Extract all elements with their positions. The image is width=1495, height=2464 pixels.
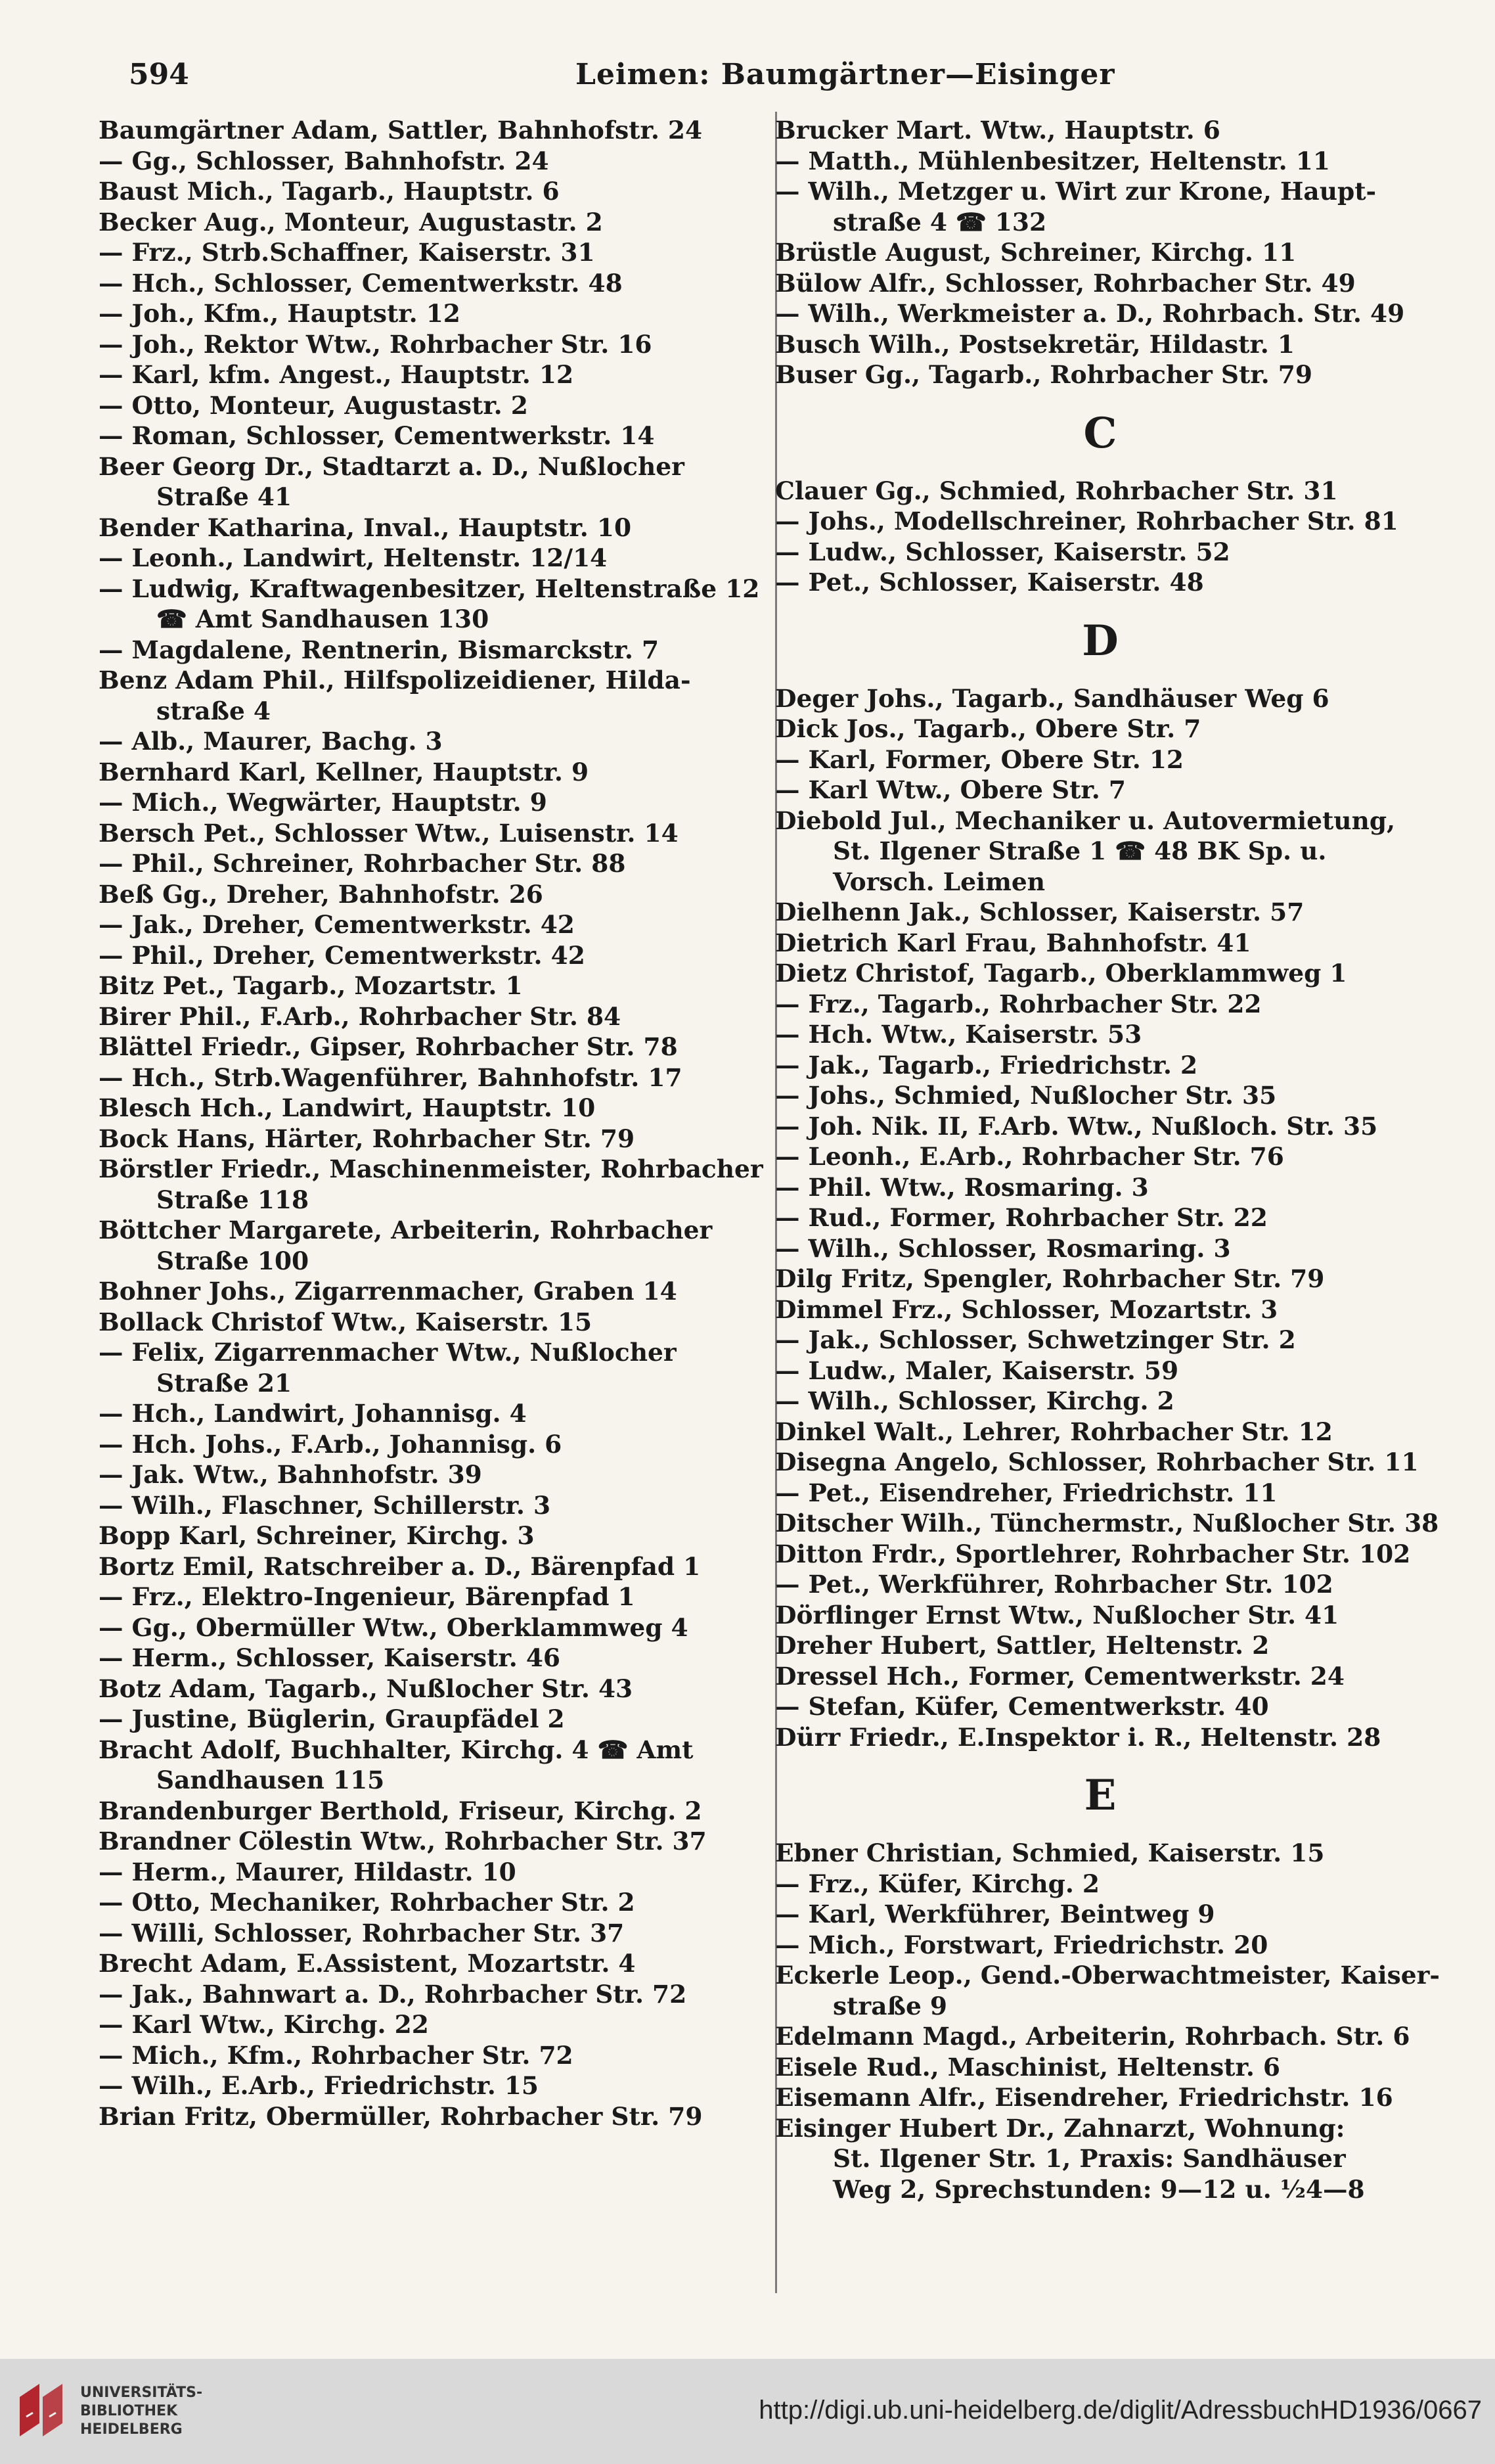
entry-line: Eisemann Alfr., Eisendreher, Friedrichstr. 16: [775, 2083, 1393, 2112]
directory-entry: [775, 1661, 1425, 1692]
entry-line: Ditton Frdr., Sportlehrer, Rohrbacher Str. 102: [775, 1539, 1411, 1568]
directory-entry: [99, 940, 749, 971]
directory-entry: [99, 1948, 749, 1979]
entry-line: — Jak., Bahnwart a. D., Rohrbacher Str. 72: [99, 1979, 687, 2009]
entry-continuation: St. Ilgener Straße 1 ☎ 48 BK Sp. u.: [833, 836, 1327, 865]
entry-line: Dielhenn Jak., Schlosser, Kaiserstr. 57: [775, 898, 1305, 926]
entry-line: — Magdalene, Rentnerin, Bismarckstr. 7: [99, 635, 659, 664]
directory-entry: [775, 958, 1425, 989]
entry-line: — Phil., Dreher, Cementwerkstr. 42: [99, 940, 585, 970]
entry-continuation: Straße 21: [156, 1368, 292, 1398]
entry-line: Dörflinger Ernst Wtw., Nußlocher Str. 41: [775, 1600, 1339, 1630]
entry-line: — Stefan, Küfer, Cementwerkstr. 40: [775, 1692, 1269, 1721]
directory-entry: [99, 1674, 749, 1704]
section-letter: E: [1084, 1771, 1117, 1820]
entry-line: — Karl, kfm. Angest., Hauptstr. 12: [99, 360, 574, 389]
entry-line: Brandner Cölestin Wtw., Rohrbacher Str. 37: [99, 1827, 707, 1856]
entry-line: — Ludwig, Kraftwagenbesitzer, Heltenstraße 12: [99, 574, 760, 603]
directory-entry: [775, 1508, 1439, 1539]
directory-entry: [99, 665, 749, 726]
entry-line: Dilg Fritz, Spengler, Rohrbacher Str. 79: [775, 1264, 1325, 1293]
directory-entry: [99, 237, 749, 268]
source-url[interactable]: http://digi.ub.uni-heidelberg.de/diglit/AdressbuchHD1936/0667: [759, 2396, 1482, 2425]
running-title: Leimen: Baumgärtner—Eisinger: [575, 58, 1115, 91]
directory-entry: [775, 1930, 1425, 1961]
directory-entry: [99, 390, 749, 421]
entry-line: — Otto, Monteur, Augustastr. 2: [99, 390, 528, 420]
entry-continuation: Vorsch. Leimen: [833, 867, 1046, 896]
entry-line: Eisele Rud., Maschinist, Heltenstr. 6: [775, 2052, 1281, 2082]
directory-entry: [775, 1019, 1425, 1050]
directory-entry: [99, 1796, 749, 1827]
directory-entry: [99, 1154, 763, 1215]
directory-entry: [775, 1539, 1425, 1570]
directory-entry: [775, 146, 1425, 177]
directory-entry: [775, 1325, 1425, 1356]
directory-entry: [99, 1857, 749, 1888]
directory-entry: [99, 909, 749, 940]
directory-entry: [99, 513, 749, 543]
entry-continuation: ☎ Amt Sandhausen 130: [156, 605, 489, 633]
directory-entry: [99, 421, 749, 451]
entry-line: Böttcher Margarete, Arbeiterin, Rohrbacher: [99, 1216, 713, 1244]
directory-entry: [99, 1124, 749, 1154]
entry-line: — Frz., Elektro-Ingenieur, Bärenpfad 1: [99, 1582, 635, 1611]
entry-line: Brucker Mart. Wtw., Hauptstr. 6: [775, 116, 1220, 145]
entry-continuation: Straße 100: [156, 1246, 309, 1275]
directory-entry: [99, 848, 749, 879]
directory-entry: [775, 2052, 1425, 2083]
directory-entry: [99, 1001, 749, 1032]
directory-entry: [99, 879, 749, 910]
entry-line: Becker Aug., Monteur, Augustastr. 2: [99, 207, 603, 237]
entry-line: — Jak., Schlosser, Schwetzinger Str. 2: [775, 1325, 1296, 1354]
directory-entry: [775, 359, 1425, 390]
directory-entry: [775, 744, 1425, 775]
directory-entry: [775, 237, 1425, 268]
library-logo-icon: [13, 2377, 72, 2443]
directory-entry: [99, 2009, 749, 2040]
entry-line: Dreher Hubert, Sattler, Heltenstr. 2: [775, 1631, 1270, 1660]
entry-line: — Mich., Kfm., Rohrbacher Str. 72: [99, 2040, 573, 2070]
directory-entry: [775, 1080, 1425, 1111]
directory-entry: [99, 268, 749, 299]
directory-entry: [99, 543, 749, 574]
library-name-line-2: BIBLIOTHEK: [80, 2403, 178, 2419]
left-column: [99, 115, 763, 2132]
entry-line: Bohner Johs., Zigarrenmacher, Graben 14: [99, 1277, 677, 1306]
directory-entry: [775, 115, 1425, 146]
entry-line: Bülow Alfr., Schlosser, Rohrbacher Str. 49: [775, 268, 1356, 298]
directory-entry: [99, 176, 749, 207]
entry-continuation: St. Ilgener Str. 1, Praxis: Sandhäuser: [833, 2144, 1346, 2173]
directory-entry: [775, 1869, 1425, 1900]
entry-line: Bracht Adolf, Buchhalter, Kirchg. 4 ☎ Amt: [99, 1735, 694, 1764]
directory-entry: [775, 989, 1425, 1020]
entry-line: — Karl, Former, Obere Str. 12: [775, 744, 1184, 774]
directory-entry: [99, 1490, 749, 1521]
entry-line: — Hch., Strb.Wagenführer, Bahnhofstr. 17: [99, 1062, 682, 1092]
entry-line: Bock Hans, Härter, Rohrbacher Str. 79: [99, 1124, 635, 1153]
entry-line: Dinkel Walt., Lehrer, Rohrbacher Str. 12: [775, 1417, 1333, 1446]
entry-line: Börstler Friedr., Maschinenmeister, Rohrbacher: [99, 1154, 763, 1183]
directory-entry: [99, 1551, 749, 1582]
entry-continuation: straße 4: [156, 696, 271, 725]
right-column: [775, 115, 1440, 2204]
directory-entry: [99, 1062, 749, 1093]
entry-line: Blesch Hch., Landwirt, Hauptstr. 10: [99, 1093, 596, 1122]
entry-line: — Wilh., Schlosser, Rosmaring. 3: [775, 1233, 1231, 1263]
entry-line: Dick Jos., Tagarb., Obere Str. 7: [775, 714, 1201, 743]
entry-line: Bitz Pet., Tagarb., Mozartstr. 1: [99, 971, 523, 1000]
directory-entry: [775, 298, 1425, 329]
entry-line: — Hch., Schlosser, Cementwerkstr. 48: [99, 268, 623, 298]
directory-entry: [775, 1233, 1425, 1264]
directory-entry: [99, 1612, 749, 1643]
entry-line: — Frz., Tagarb., Rohrbacher Str. 22: [775, 989, 1262, 1018]
directory-entry: [99, 1337, 749, 1398]
directory-entry: [775, 1050, 1425, 1081]
directory-entry: [99, 1398, 749, 1429]
library-name: [80, 2384, 202, 2439]
entry-continuation: straße 4 ☎ 132: [833, 207, 1047, 237]
directory-entry: [775, 1630, 1425, 1661]
entry-line: Dietz Christof, Tagarb., Oberklammweg 1: [775, 959, 1347, 988]
entry-line: — Willi, Schlosser, Rohrbacher Str. 37: [99, 1918, 625, 1948]
entry-line: Ebner Christian, Schmied, Kaiserstr. 15: [775, 1838, 1325, 1867]
entry-line: Brecht Adam, E.Assistent, Mozartstr. 4: [99, 1949, 636, 1978]
entry-line: — Wilh., Metzger u. Wirt zur Krone, Haupt-: [775, 177, 1377, 206]
entry-line: Baust Mich., Tagarb., Hauptstr. 6: [99, 177, 560, 206]
entry-line: — Felix, Zigarrenmacher Wtw., Nußlocher: [99, 1338, 677, 1367]
entry-continuation: straße 9: [833, 1991, 947, 2020]
directory-entry: [775, 2021, 1425, 2052]
section-letter: D: [1082, 616, 1119, 666]
entry-line: — Joh., Rektor Wtw., Rohrbacher Str. 16: [99, 329, 652, 359]
directory-entry: [775, 1447, 1425, 1478]
directory-entry: [99, 1307, 749, 1338]
entry-line: — Pet., Eisendreher, Friedrichstr. 11: [775, 1478, 1278, 1507]
directory-entry: [775, 1838, 1425, 1869]
entry-line: — Ludw., Schlosser, Kaiserstr. 52: [775, 537, 1230, 566]
library-name-line-3: HEIDELBERG: [80, 2421, 183, 2438]
entry-line: — Leonh., Landwirt, Heltenstr. 12/14: [99, 543, 608, 572]
entry-line: — Wilh., Flaschner, Schillerstr. 3: [99, 1490, 551, 1520]
directory-entry: [99, 298, 749, 329]
directory-entry: [99, 1643, 749, 1674]
directory-entry: [775, 1417, 1425, 1448]
entry-line: Ditscher Wilh., Tünchermstr., Nußlocher Str. 38: [775, 1509, 1439, 1538]
entry-line: — Alb., Maurer, Bachg. 3: [99, 727, 443, 756]
directory-entry: [775, 1569, 1425, 1600]
directory-entry: [775, 1899, 1425, 1930]
entry-line: — Jak. Wtw., Bahnhofstr. 39: [99, 1460, 482, 1489]
entry-line: — Johs., Schmied, Nußlocher Str. 35: [775, 1081, 1277, 1110]
directory-entry: [99, 1276, 749, 1307]
entry-line: Baumgärtner Adam, Sattler, Bahnhofstr. 24: [99, 116, 703, 145]
entry-line: — Johs., Modellschreiner, Rohrbacher Str. 81: [775, 507, 1398, 536]
directory-entry: [775, 1356, 1425, 1386]
entry-line: Bollack Christof Wtw., Kaiserstr. 15: [99, 1307, 592, 1336]
directory-entry: [99, 818, 749, 849]
entry-line: Eisinger Hubert Dr., Zahnarzt, Wohnung:: [775, 2113, 1345, 2143]
entry-line: — Jak., Dreher, Cementwerkstr. 42: [99, 910, 575, 939]
directory-entry: [99, 1429, 749, 1460]
directory-entry: [775, 1386, 1425, 1417]
entry-line: Diebold Jul., Mechaniker u. Autovermietung,: [775, 806, 1396, 835]
directory-entry: [775, 2082, 1425, 2113]
directory-entry: [99, 1093, 749, 1124]
directory-entry: [775, 1141, 1425, 1172]
directory-entry: [99, 1887, 749, 1918]
directory-entry: [775, 176, 1425, 237]
entry-continuation: Weg 2, Sprechstunden: 9—12 u. ½4—8: [833, 2174, 1365, 2204]
directory-entry: [775, 537, 1425, 568]
entry-line: Bersch Pet., Schlosser Wtw., Luisenstr. 14: [99, 818, 679, 848]
directory-entry: [775, 1264, 1425, 1294]
entry-line: — Karl Wtw., Kirchg. 22: [99, 2010, 429, 2039]
directory-entry: [99, 359, 749, 390]
entry-line: — Joh. Nik. II, F.Arb. Wtw., Nußloch. Str. 35: [775, 1111, 1378, 1141]
entry-line: — Roman, Schlosser, Cementwerkstr. 14: [99, 421, 655, 450]
entry-line: Bernhard Karl, Kellner, Hauptstr. 9: [99, 757, 589, 787]
entry-line: — Mich., Wegwärter, Hauptstr. 9: [99, 788, 547, 817]
entry-line: Buser Gg., Tagarb., Rohrbacher Str. 79: [775, 360, 1312, 389]
directory-entry: [775, 714, 1425, 744]
directory-entry: [775, 1172, 1425, 1203]
entry-line: Eckerle Leop., Gend.-Oberwachtmeister, Kaiser-: [775, 1961, 1440, 1990]
directory-entry: [775, 1202, 1425, 1233]
entry-line: Beß Gg., Dreher, Bahnhofstr. 26: [99, 879, 543, 909]
page-header: [129, 58, 1403, 104]
entry-line: Benz Adam Phil., Hilfspolizeidiener, Hilda-: [99, 666, 691, 695]
entry-line: — Hch. Wtw., Kaiserstr. 53: [775, 1020, 1142, 1049]
entry-line: — Frz., Strb.Schaffner, Kaiserstr. 31: [99, 238, 595, 267]
entry-line: Botz Adam, Tagarb., Nußlocher Str. 43: [99, 1674, 633, 1703]
directory-entry: [99, 1582, 749, 1612]
directory-entry: [99, 757, 749, 788]
entry-line: Dressel Hch., Former, Cementwerkstr. 24: [775, 1661, 1345, 1691]
entry-line: — Mich., Forstwart, Friedrichstr. 20: [775, 1930, 1268, 1959]
entry-continuation: Sandhausen 115: [156, 1766, 385, 1794]
entry-continuation: Straße 41: [156, 482, 292, 511]
directory-entry: [775, 506, 1425, 537]
entry-line: — Wilh., E.Arb., Friedrichstr. 15: [99, 2071, 539, 2100]
directory-entry: [99, 451, 749, 513]
directory-entry: [775, 1722, 1425, 1753]
directory-entry: [99, 146, 749, 177]
directory-entry: [775, 2113, 1425, 2205]
directory-entry: [99, 329, 749, 360]
directory-entry: [99, 970, 749, 1001]
directory-entry: [775, 806, 1425, 898]
entry-line: — Pet., Schlosser, Kaiserstr. 48: [775, 568, 1204, 597]
directory-entry: [99, 1735, 749, 1796]
entry-line: — Gg., Schlosser, Bahnhofstr. 24: [99, 146, 549, 175]
library-name-line-1: UNIVERSITÄTS-: [80, 2384, 203, 2401]
entry-line: — Gg., Obermüller Wtw., Oberklammweg 4: [99, 1612, 688, 1642]
directory-entry: [775, 897, 1425, 928]
directory-entry: [99, 2101, 749, 2132]
directory-entry: [99, 1704, 749, 1735]
entry-continuation: Straße 118: [156, 1185, 309, 1214]
directory-entry: [99, 1826, 749, 1857]
entry-line: — Leonh., E.Arb., Rohrbacher Str. 76: [775, 1142, 1284, 1171]
directory-entry: [99, 2070, 749, 2101]
entry-line: Brandenburger Berthold, Friseur, Kirchg. 2: [99, 1796, 702, 1825]
entry-line: Edelmann Magd., Arbeiterin, Rohrbach. Str. 6: [775, 2022, 1410, 2051]
directory-entry: [99, 726, 749, 757]
directory-entry: [99, 207, 749, 238]
directory-entry: [775, 1600, 1425, 1631]
directory-entry: [775, 567, 1425, 598]
entry-line: — Otto, Mechaniker, Rohrbacher Str. 2: [99, 1888, 635, 1917]
page-number: 594: [129, 58, 189, 91]
entry-line: — Jak., Tagarb., Friedrichstr. 2: [775, 1050, 1198, 1080]
entry-line: — Herm., Maurer, Hildastr. 10: [99, 1857, 516, 1886]
entry-line: — Hch., Landwirt, Johannisg. 4: [99, 1399, 527, 1428]
entry-line: Deger Johs., Tagarb., Sandhäuser Weg 6: [775, 683, 1329, 713]
directory-entry: [99, 635, 749, 666]
entry-line: Bopp Karl, Schreiner, Kirchg. 3: [99, 1521, 535, 1550]
entry-line: — Joh., Kfm., Hauptstr. 12: [99, 299, 460, 328]
entry-line: — Ludw., Maler, Kaiserstr. 59: [775, 1356, 1179, 1385]
entry-line: — Justine, Büglerin, Graupfädel 2: [99, 1704, 565, 1733]
entry-line: Dürr Friedr., E.Inspektor i. R., Heltenstr. 28: [775, 1722, 1381, 1752]
directory-entry: [775, 1691, 1425, 1722]
directory-entry: [775, 775, 1425, 806]
entry-line: Dimmel Frz., Schlosser, Mozartstr. 3: [775, 1294, 1278, 1324]
entry-line: — Phil. Wtw., Rosmaring. 3: [775, 1172, 1149, 1202]
directory-entry: [99, 1979, 749, 2010]
entry-line: Bender Katharina, Inval., Hauptstr. 10: [99, 513, 632, 542]
entry-line: Bortz Emil, Ratschreiber a. D., Bärenpfad 1: [99, 1551, 701, 1581]
directory-entry: [775, 476, 1425, 507]
entry-line: — Hch. Johs., F.Arb., Johannisg. 6: [99, 1429, 562, 1459]
entry-line: Beer Georg Dr., Stadtarzt a. D., Nußlocher: [99, 451, 684, 481]
directory-entry: [775, 1111, 1425, 1142]
directory-entry: [775, 1294, 1425, 1325]
entry-line: — Wilh., Schlosser, Kirchg. 2: [775, 1386, 1174, 1415]
directory-entry: [99, 1032, 749, 1062]
entry-line: Busch Wilh., Postsekretär, Hildastr. 1: [775, 329, 1295, 359]
directory-entry: [99, 115, 749, 146]
entry-line: — Phil., Schreiner, Rohrbacher Str. 88: [99, 849, 626, 878]
directory-entry: [99, 1215, 749, 1276]
directory-entry: [99, 574, 760, 635]
entry-line: — Herm., Schlosser, Kaiserstr. 46: [99, 1643, 561, 1672]
entry-line: — Karl Wtw., Obere Str. 7: [775, 775, 1126, 804]
entry-line: — Frz., Küfer, Kirchg. 2: [775, 1869, 1100, 1898]
entry-line: Dietrich Karl Frau, Bahnhofstr. 41: [775, 928, 1251, 957]
footer-bar: [0, 2359, 1495, 2464]
entry-line: Disegna Angelo, Schlosser, Rohrbacher Str. 11: [775, 1448, 1419, 1476]
section-letter: C: [1083, 408, 1117, 458]
directory-entry: [99, 1918, 749, 1949]
directory-entry: [99, 787, 749, 818]
entry-line: — Pet., Werkführer, Rohrbacher Str. 102: [775, 1570, 1333, 1599]
directory-entry: [775, 928, 1425, 959]
entry-line: Birer Phil., F.Arb., Rohrbacher Str. 84: [99, 1001, 621, 1031]
directory-entry: [775, 329, 1425, 360]
entry-line: Brian Fritz, Obermüller, Rohrbacher Str. 79: [99, 2101, 703, 2131]
directory-entry: [775, 683, 1425, 714]
entry-line: — Wilh., Werkmeister a. D., Rohrbach. Str. 49: [775, 299, 1405, 328]
directory-entry: [775, 1478, 1425, 1509]
directory-entry: [99, 1520, 749, 1551]
directory-entry: [775, 268, 1425, 299]
entry-line: Clauer Gg., Schmied, Rohrbacher Str. 31: [775, 476, 1338, 505]
directory-entry: [775, 1960, 1440, 2021]
entry-line: — Rud., Former, Rohrbacher Str. 22: [775, 1203, 1268, 1232]
directory-entry: [99, 1459, 749, 1490]
entry-line: — Matth., Mühlenbesitzer, Heltenstr. 11: [775, 146, 1330, 175]
entry-line: — Karl, Werkführer, Beintweg 9: [775, 1900, 1215, 1928]
directory-entry: [99, 2040, 749, 2071]
entry-line: Brüstle August, Schreiner, Kirchg. 11: [775, 238, 1297, 267]
entry-line: Blättel Friedr., Gipser, Rohrbacher Str. 78: [99, 1032, 678, 1061]
